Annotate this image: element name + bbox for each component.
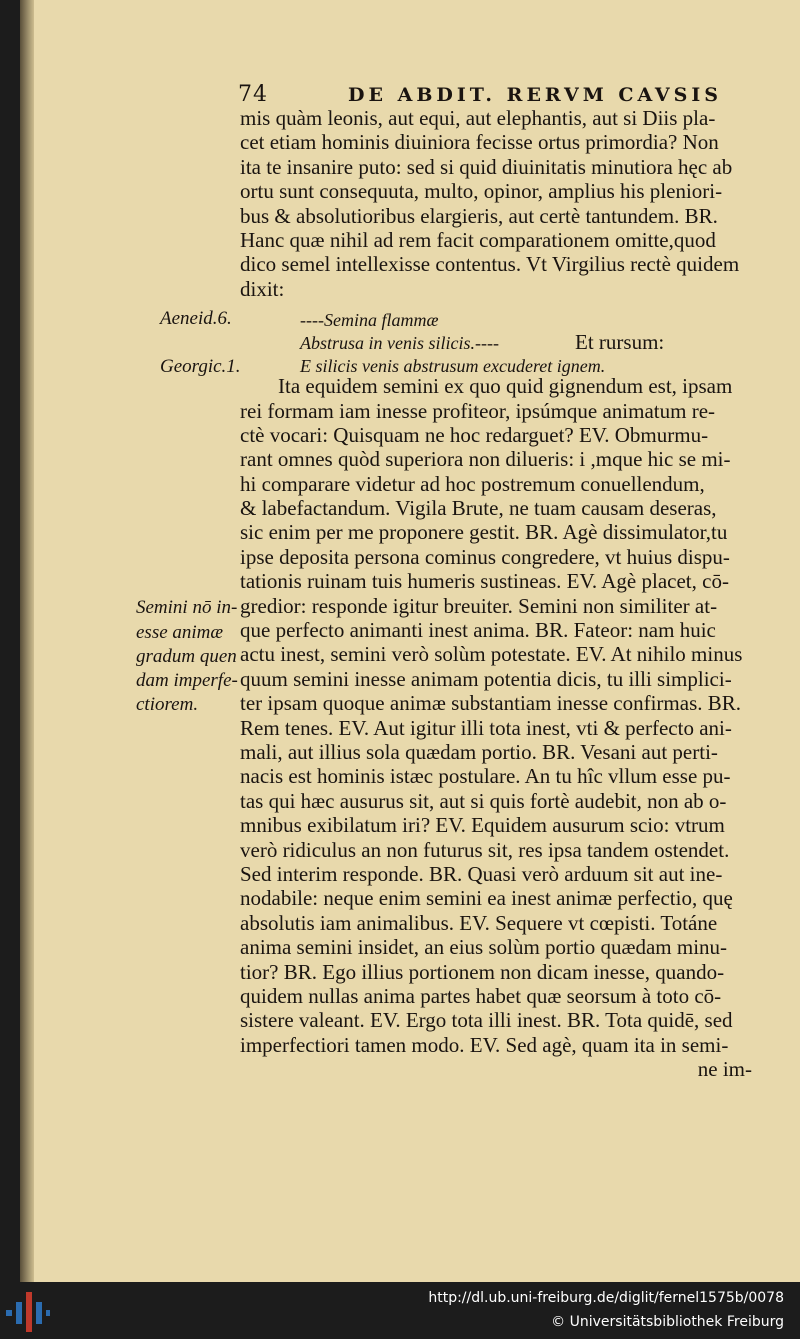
text-line: ita te insanire puto: sed si quid diuinitatis minutiora hęc ab — [240, 154, 733, 179]
margin-note-line-4: dam imperfe- — [136, 670, 238, 691]
text-line: rei formam iam inesse profiteor, ipsúmque animatum re- — [240, 398, 716, 423]
source-url[interactable]: http://dl.ub.uni-freiburg.de/diglit/fernel1575b/0078 — [428, 1290, 784, 1306]
text-line: quidem nullas anima partes habet quæ seorsum à toto cō- — [240, 983, 722, 1008]
text-line: mali, aut illius sola quædam portio. BR. Vesani aut perti- — [240, 739, 718, 764]
text-line: bus & absolutioribus elargieris, aut certè tantundem. BR. — [240, 203, 718, 228]
text-line: mis quàm leonis, aut equi, aut elephantis, aut si Diis pla- — [240, 106, 716, 130]
running-title: DE ABDIT. RERVM CAVSIS — [348, 84, 722, 106]
margin-note-line-3: gradum quen — [136, 646, 237, 667]
text-line: verò ridiculus an non futurus sit, res ipsa tandem ostendet. — [240, 837, 730, 862]
text-line: hi comparare videtur ad hoc postremum conuellendum, — [240, 471, 705, 496]
text-line: que perfecto animanti inest anima. BR. Fateor: nam huic — [240, 618, 716, 643]
text-line: tationis ruinam tuis humeris sustineas. EV. Agè placet, cō- — [240, 569, 729, 594]
text-line: anima semini insidet, an eius solùm portio quædam minu- — [240, 935, 728, 960]
text-line: sistere valeant. EV. Ergo tota illi inest. BR. Tota quidē, sed — [240, 1008, 733, 1033]
library-logo-icon — [6, 1292, 50, 1332]
text-line: ter ipsam quoque animæ substantiam inesse confirmas. BR. — [240, 691, 742, 716]
text-line: tior? BR. Ego illius portionem non dicam inesse, quando- — [240, 959, 725, 984]
quote-line-3: E silicis venis abstrusum excuderet ignem. — [300, 356, 606, 376]
margin-note-line-5: ctiorem. — [136, 694, 199, 715]
text-line: actu inest, semini verò solùm potestate. EV. At nihilo minus — [240, 642, 743, 667]
text-line: Ita equidem semini ex quo quid gignendum est, ipsam — [278, 374, 733, 399]
text-line: gredior: responde igitur breuiter. Semini non similiter at- — [240, 593, 718, 618]
text-line: mnibus exibilatum iri? EV. Equidem ausurum scio: vtrum — [240, 813, 725, 838]
quote-line-2: Abstrusa in venis silicis.---- — [300, 333, 499, 353]
text-block-b — [240, 374, 752, 1057]
text-line: nacis est hominis istæc postulare. An tu hîc vllum esse pu- — [240, 764, 731, 789]
text-line: Sed interim responde. BR. Quasi verò arduum sit aut ine- — [240, 861, 723, 886]
page-number: 74 — [238, 82, 268, 107]
text-line: tas qui hæc ausurus sit, aut si quis fortè audebit, non ab o- — [240, 788, 727, 813]
text-line: cet etiam hominis diuiniora fecisse ortus primordia? Non — [240, 130, 719, 155]
text-line: nodabile: neque enim semini ea inest animæ perfectio, quę — [240, 886, 733, 911]
catchword: ne im- — [697, 1057, 752, 1082]
viewer-footer — [0, 1282, 800, 1339]
text-line: ipse deposita persona cominus congredere, vt huius dispu- — [240, 544, 730, 569]
quote-line-2-right: Et rursum: — [575, 330, 665, 354]
margin-note-line-1: Semini nō in- — [136, 597, 238, 618]
text-line: imperfectiori tamen modo. EV. Sed agè, quam ita in semi- — [240, 1032, 729, 1057]
text-line: absolutis iam animalibus. EV. Sequere vt cœpisti. Totáne — [240, 910, 718, 935]
text-line: rant omnes quòd superiora non dilueris: i ,mque hic se mi- — [240, 447, 731, 472]
text-block-a — [240, 106, 752, 301]
text-line: sic enim per me proponere gestit. BR. Agè dissimulator,tu — [240, 520, 728, 545]
text-line: dixit: — [240, 276, 285, 301]
text-line: dico semel intellexisse contentus. Vt Virgilius rectè quidem — [240, 252, 740, 277]
text-line: & labefactandum. Vigila Brute, ne tuam causam deseras, — [240, 496, 717, 521]
margin-note-line-2: esse animæ — [136, 622, 224, 643]
margin-ref-aeneid: Aeneid.6. — [160, 308, 232, 329]
text-line: Hanc quæ nihil ad rem facit comparationem omitte,quod — [240, 227, 716, 252]
text-line: ctè vocari: Quisquam ne hoc redarguet? EV. Obmurmu- — [240, 422, 709, 447]
text-line: ortu sunt consequuta, multo, opinor, amplius his pleniori- — [240, 179, 723, 204]
text-line: quum semini inesse animam potentia dicis, tu illi simplici- — [240, 666, 732, 691]
quote-line-1: ----Semina flammæ — [300, 310, 439, 330]
margin-ref-georgic: Georgic.1. — [160, 356, 241, 377]
main-text-block — [240, 106, 752, 1081]
text-line: Rem tenes. EV. Aut igitur illi tota inest, vti & perfecto ani- — [240, 715, 732, 740]
copyright-notice: © Universitätsbibliothek Freiburg — [551, 1314, 784, 1330]
page-spine-edge — [20, 0, 34, 1282]
